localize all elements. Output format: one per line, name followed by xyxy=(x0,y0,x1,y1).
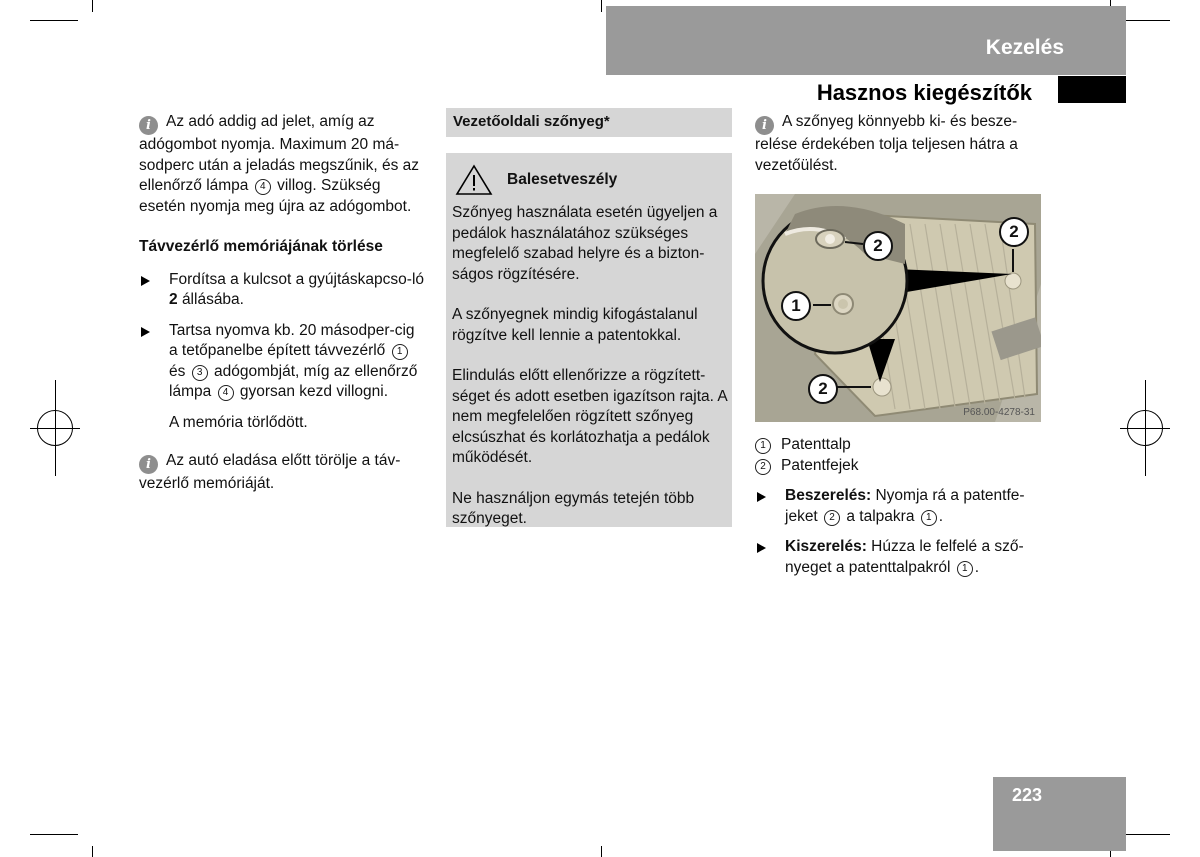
section-title: Hasznos kiegészítők xyxy=(816,80,1032,105)
callout-number: 1 xyxy=(755,438,771,454)
warning-paragraph: Elindulás előtt ellenőrizze a rögzített-séget és adott esetben igazítson rajta. A nem megfelelően rögzített szőnyeg elcsúszhat és korlátozhatja a pedálok működését. xyxy=(452,367,727,466)
crop-mark xyxy=(601,0,602,12)
result-text: A memória törlődött. xyxy=(169,413,308,431)
warning-label: Balesetveszély xyxy=(507,171,618,188)
figure-code: P68.00-4278-31 xyxy=(963,407,1035,418)
callout-number: 4 xyxy=(218,385,234,401)
legend-item: 2 Patentfejek xyxy=(755,456,1040,477)
right-column-body xyxy=(755,435,1040,578)
section-tab-marker xyxy=(1058,76,1126,103)
left-column xyxy=(139,112,427,495)
callout-badge: 2 xyxy=(863,231,893,261)
callout-badge: 2 xyxy=(999,217,1029,247)
callout-badge: 1 xyxy=(781,291,811,321)
warning-paragraph: Ne használjon egymás tetején több szőnyeget. xyxy=(452,489,695,527)
info-icon: i xyxy=(139,455,158,474)
info-icon: i xyxy=(139,116,158,135)
crop-mark xyxy=(1122,834,1170,835)
crop-mark xyxy=(30,20,78,21)
subsection-title: Vezetőoldali szőnyeg* xyxy=(453,113,610,130)
instruction-step: Beszerelés: Nyomja rá a patentfe-jeket 2 a talpakra 1 . xyxy=(755,486,1040,527)
page-number-box xyxy=(993,777,1126,851)
instruction-step: Tartsa nyomva kb. 20 másodper-cig a tetőpanelbe épített távvezérlő 1 és 3 adógombját, míg az ellenőrző lámpa 4 gyorsan kezd villogni. xyxy=(139,321,427,403)
callout-number: 2 xyxy=(824,510,840,526)
crop-mark xyxy=(92,0,93,12)
warning-paragraph: A szőnyegnek mindig kifogástalanul rögzítve kell lennie a patentokkal. xyxy=(452,306,698,344)
warning-triangle-icon xyxy=(454,163,494,197)
bullet-arrow-icon xyxy=(141,327,150,337)
instruction-step: Fordítsa a kulcsot a gyújtáskapcso-ló 2 állásába. xyxy=(139,270,427,311)
callout-number: 2 xyxy=(755,459,771,475)
chapter-title: Kezelés xyxy=(985,36,1064,59)
callout-badge: 2 xyxy=(808,374,838,404)
warning-box xyxy=(446,153,732,527)
crop-mark xyxy=(1122,20,1170,21)
crop-mark xyxy=(601,846,602,857)
callout-number: 3 xyxy=(192,365,208,381)
crop-mark xyxy=(30,834,78,835)
warning-body xyxy=(452,203,728,550)
crop-mark xyxy=(1120,428,1170,429)
bullet-arrow-icon xyxy=(757,543,766,553)
subsection-heading: Távvezérlő memóriájának törlése xyxy=(139,238,383,255)
info-note: i Az autó eladása előtt törölje a táv-vezérlő memóriáját. xyxy=(139,452,401,492)
floor-mat-photo xyxy=(755,194,1041,422)
crop-mark xyxy=(30,428,80,429)
chapter-header-band xyxy=(606,6,1126,75)
info-icon: i xyxy=(755,116,774,135)
callout-number: 1 xyxy=(921,510,937,526)
instruction-step: Kiszerelés: Húzza le felfelé a sző-nyeget a patenttalpakról 1 . xyxy=(755,537,1040,578)
callout-number: 4 xyxy=(255,179,271,195)
right-column-intro xyxy=(755,112,1040,176)
info-note: i A szőnyeg könnyebb ki- és besze-relése érdekében tolja teljesen hátra a vezetőülést. xyxy=(755,113,1018,174)
crop-mark xyxy=(92,846,93,857)
legend-item: 1 Patenttalp xyxy=(755,435,1040,456)
info-note: i Az adó addig ad jelet, amíg az adógombot nyomja. Maximum 20 má-sodperc után a jeladás megszűnik, és az ellenőrző lámpa 4 villog. Szükség esetén nyomja meg újra az adógombot. xyxy=(139,113,420,215)
subsection-title-bar xyxy=(446,108,732,137)
callout-number: 1 xyxy=(957,561,973,577)
warning-paragraph: Szőnyeg használata esetén ügyeljen a pedálok használatához szükséges megfelelő szabad helyre és a bizton-ságos rögzítésére. xyxy=(452,204,718,283)
bullet-arrow-icon xyxy=(757,492,766,502)
bullet-arrow-icon xyxy=(141,276,150,286)
page-number: 223 xyxy=(1012,785,1043,805)
callout-number: 1 xyxy=(392,344,408,360)
